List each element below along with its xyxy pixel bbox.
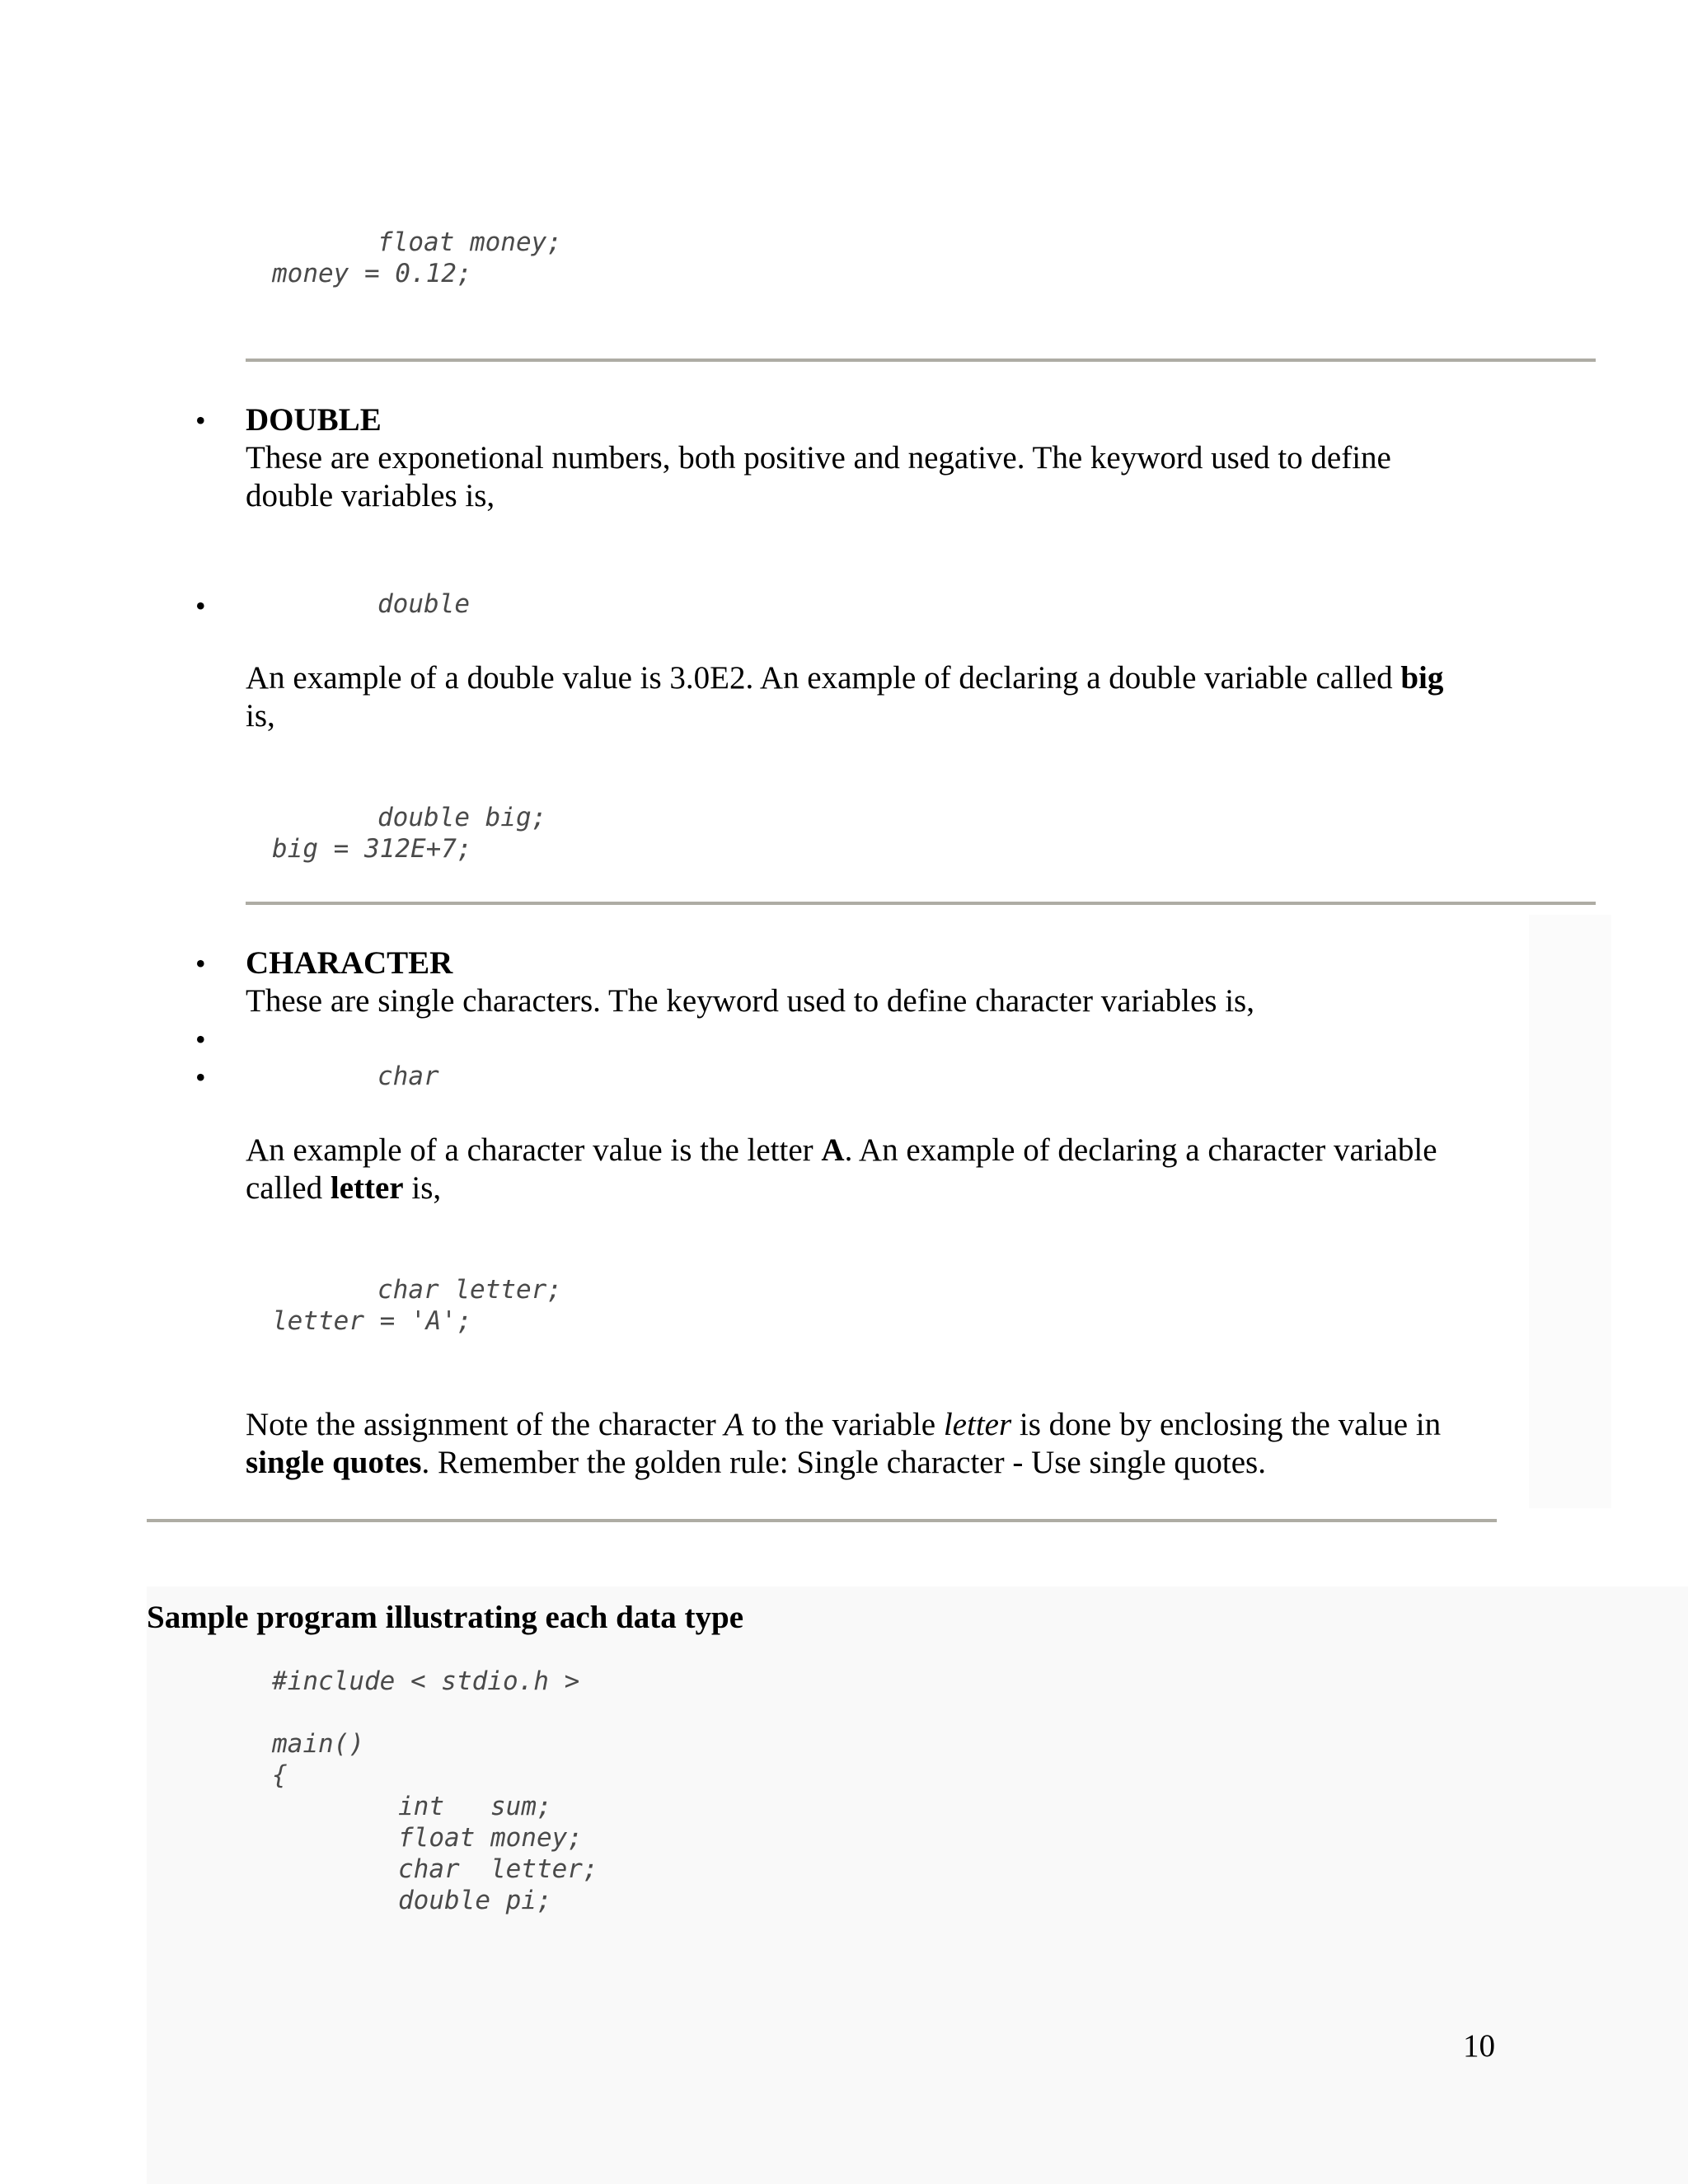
code-char-decl: char letter;: [377, 1275, 562, 1305]
bullet-double-keyword: •: [195, 589, 206, 622]
character-example-line2: called letter is,: [246, 1170, 442, 1206]
bullet-character: •: [195, 947, 206, 980]
character-note-line2: single quotes. Remember the golden rule: Single character - Use single quotes.: [246, 1445, 1266, 1480]
heading-double: DOUBLE: [246, 402, 382, 438]
code-float-decl: float money;: [377, 227, 562, 257]
character-note-line1: Note the assignment of the character A to the variable letter is done by enclosing the value in: [246, 1407, 1442, 1442]
code-include: #include < stdio.h >: [272, 1666, 580, 1696]
keyword-double: double: [377, 589, 470, 619]
double-description-line2: double variables is,: [246, 478, 495, 513]
bullet-char-keyword: •: [195, 1061, 206, 1094]
page-number: 10: [1463, 2028, 1495, 2064]
code-decl-char: char letter;: [398, 1854, 598, 1884]
code-decl-float: float money;: [398, 1823, 583, 1853]
code-double-assign: big = 312E+7;: [272, 834, 472, 864]
divider-1: [246, 359, 1596, 362]
bullet-empty: •: [195, 1023, 206, 1056]
code-main: main(): [272, 1729, 364, 1759]
double-description-line1: These are exponetional numbers, both positive and negative. The keyword used to define: [246, 440, 1391, 476]
keyword-char: char: [377, 1062, 439, 1091]
code-open-brace: {: [272, 1760, 288, 1790]
double-example-line1: An example of a double value is 3.0E2. An example of declaring a double variable called big: [246, 660, 1444, 696]
shaded-region-right: [1529, 915, 1611, 1508]
character-example-line1: An example of a character value is the letter A. An example of declaring a character variable: [246, 1132, 1437, 1168]
bullet-double: •: [195, 404, 206, 437]
sample-program-title: Sample program illustrating each data type: [147, 1600, 744, 1635]
code-float-assign: money = 0.12;: [272, 259, 472, 288]
code-decl-int: int sum;: [398, 1792, 552, 1821]
divider-3: [147, 1519, 1497, 1522]
character-description: These are single characters. The keyword used to define character variables is,: [246, 983, 1254, 1019]
divider-2: [246, 902, 1596, 905]
code-double-decl: double big;: [377, 803, 547, 832]
code-decl-double: double pi;: [398, 1886, 552, 1915]
heading-character: CHARACTER: [246, 945, 453, 981]
code-char-assign: letter = 'A';: [272, 1306, 472, 1336]
double-example-line2: is,: [246, 698, 275, 733]
